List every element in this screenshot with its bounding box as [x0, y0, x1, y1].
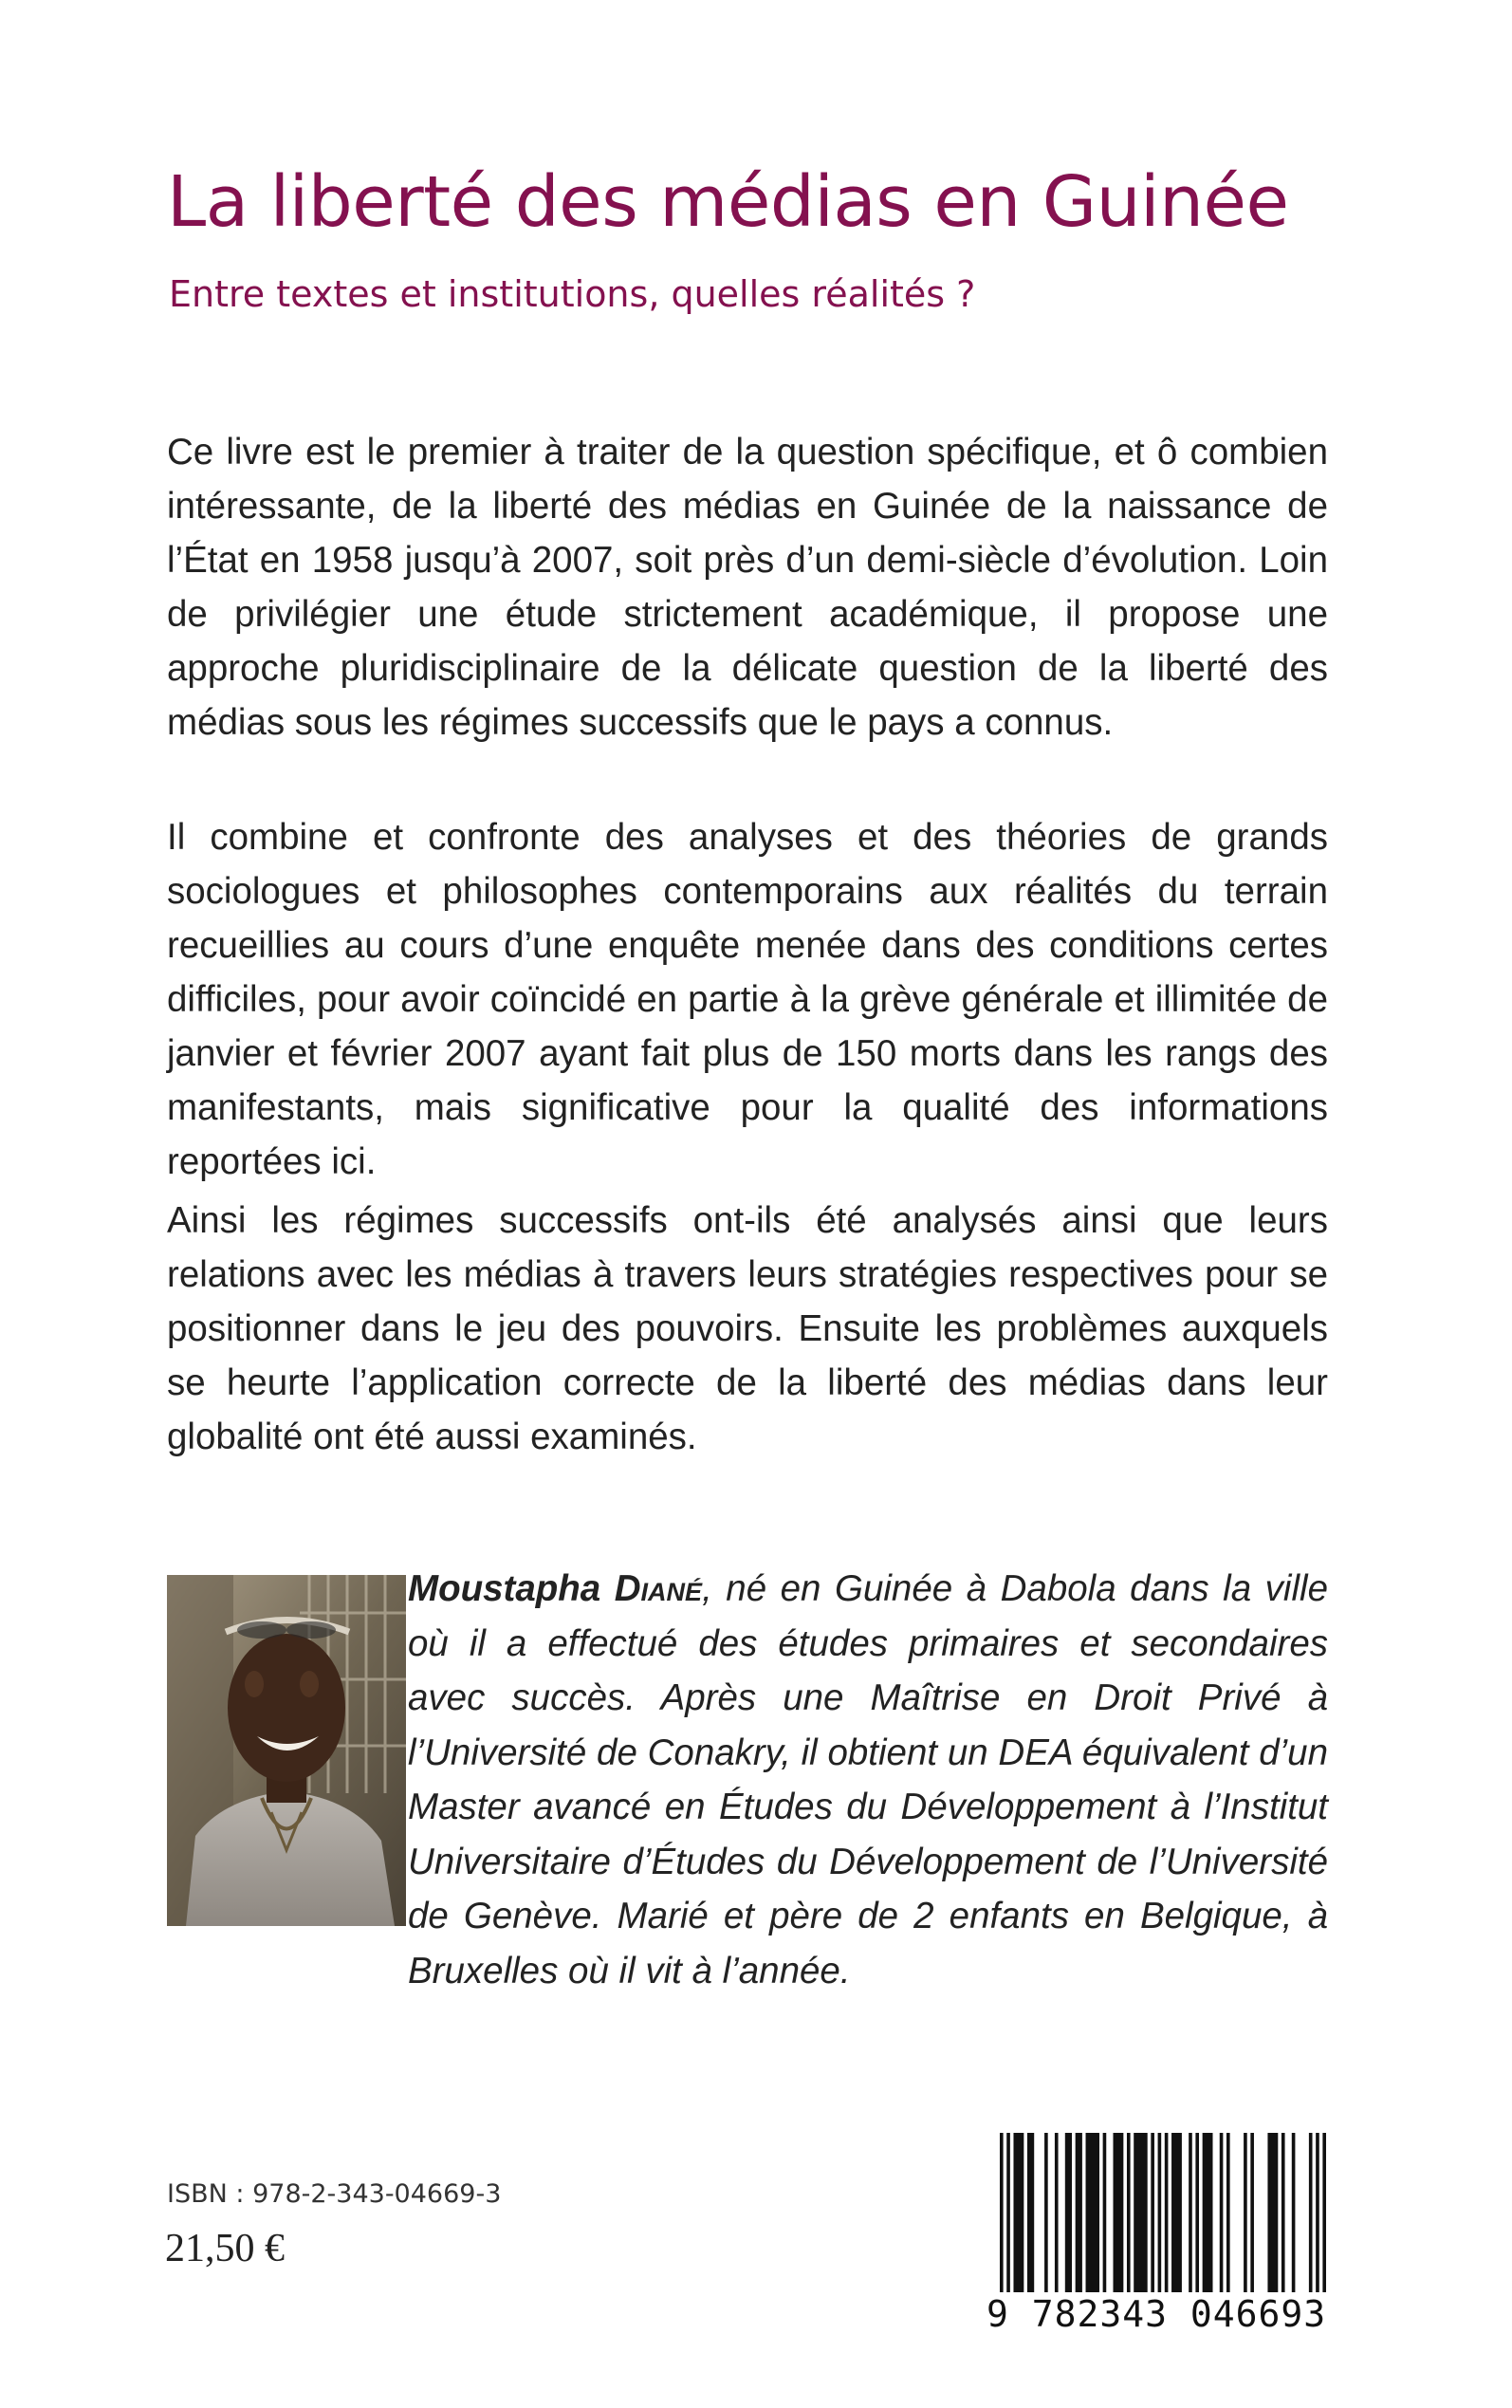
summary-paragraph-1: Ce livre est le premier à traiter de la question spécifique, et ô combien intéressante, de la liberté des médias en Guinée de la naissance de l’État en 1958 jusqu’à 2007, soit près d’un demi-siècle d’évolution. Loin de privilégier une étude strictement académique, il propose une approche pluridisciplinaire de la délicate question de la liberté des médias sous les régimes successifs que le pays a connus. [167, 432, 1328, 743]
barcode-bar [1309, 2133, 1313, 2292]
barcode-bar [1013, 2133, 1023, 2292]
barcode-bar [1189, 2133, 1192, 2292]
barcode-bar [1165, 2133, 1169, 2292]
barcode-bar [1076, 2133, 1082, 2292]
author-portrait-image [167, 1575, 406, 1926]
summary-paragraph-3: Ainsi les régimes successifs ont-ils été analysés ainsi que leurs relations avec les médias à travers leurs stratégies respectives pour se positionner dans le jeu des pouvoirs. Ensuite les problèmes auxquels se heurte l’application correcte de la liberté des médias dans leur globalité ont été aussi examinés. [167, 1200, 1328, 1457]
barcode-bars [1000, 2133, 1326, 2292]
barcode-bar [1103, 2133, 1107, 2292]
barcode-bar [1244, 2133, 1247, 2292]
barcode-bar [1322, 2133, 1326, 2292]
summary-paragraph-2: Il combine et confronte des analyses et des théories de grands sociologues et philosophes contemporains aux réalités du terrain recueillies au cours d’une enquête menée dans des conditions certes difficiles, pour avoir coïncidé en partie à la grève générale et illimitée de janvier et février 2007 ayant fait plus de 150 morts dans les rangs des manifestants, mais significative pour la qualité des informations reportées ici. [167, 817, 1328, 1182]
barcode-bar [1113, 2133, 1123, 2292]
barcode-bar [1195, 2133, 1199, 2292]
barcode-bar [1267, 2133, 1278, 2292]
author-surname: Diané [614, 1568, 703, 1609]
barcode-bar [1055, 2133, 1059, 2292]
barcode-bar [1226, 2133, 1230, 2292]
barcode-bar [1282, 2133, 1285, 2292]
barcode-bar [1006, 2133, 1010, 2292]
author-first-name: Moustapha [408, 1568, 601, 1609]
author-photo [167, 1575, 406, 1926]
barcode-bar [1203, 2133, 1213, 2292]
barcode-bar [1086, 2133, 1099, 2292]
price: 21,50 € [165, 2227, 285, 2270]
author-bio-text: , né en Guinée à Dabola dans la ville où il a effectué des études primaires et secondaires avec succès. Après une Maîtrise en Droit Privé à l’Université de Conakry, il obtient un DEA équivalent d’un Master avancé en Études du Développement à l’Institut Universitaire d’Études du Développement de l’Université de Genève. Marié et père de 2 enfants en Belgique, à Bruxelles où il vit à l’année. [408, 1568, 1328, 1991]
barcode-bar [1158, 2133, 1162, 2292]
barcode-bar [1000, 2133, 1004, 2292]
barcode-bar [1134, 2133, 1147, 2292]
book-title: La liberté des médias en Guinée [167, 161, 1289, 243]
barcode-bar [1316, 2133, 1319, 2292]
barcode-bar [1250, 2133, 1254, 2292]
barcode-bar [1292, 2133, 1296, 2292]
barcode-bar [1044, 2133, 1048, 2292]
barcode [986, 2133, 1330, 2342]
book-subtitle: Entre textes et institutions, quelles réalités ? [169, 273, 976, 315]
author-bio [408, 1562, 1328, 1998]
barcode-digits: 9 782343 046693 [986, 2293, 1327, 2335]
barcode-bar [1171, 2133, 1182, 2292]
barcode-bar [1220, 2133, 1224, 2292]
barcode-bar [1027, 2133, 1034, 2292]
barcode-bar [1151, 2133, 1154, 2292]
barcode-bar [1127, 2133, 1131, 2292]
barcode-bar [1065, 2133, 1072, 2292]
isbn: ISBN : 978-2-343-04669-3 [167, 2179, 502, 2209]
